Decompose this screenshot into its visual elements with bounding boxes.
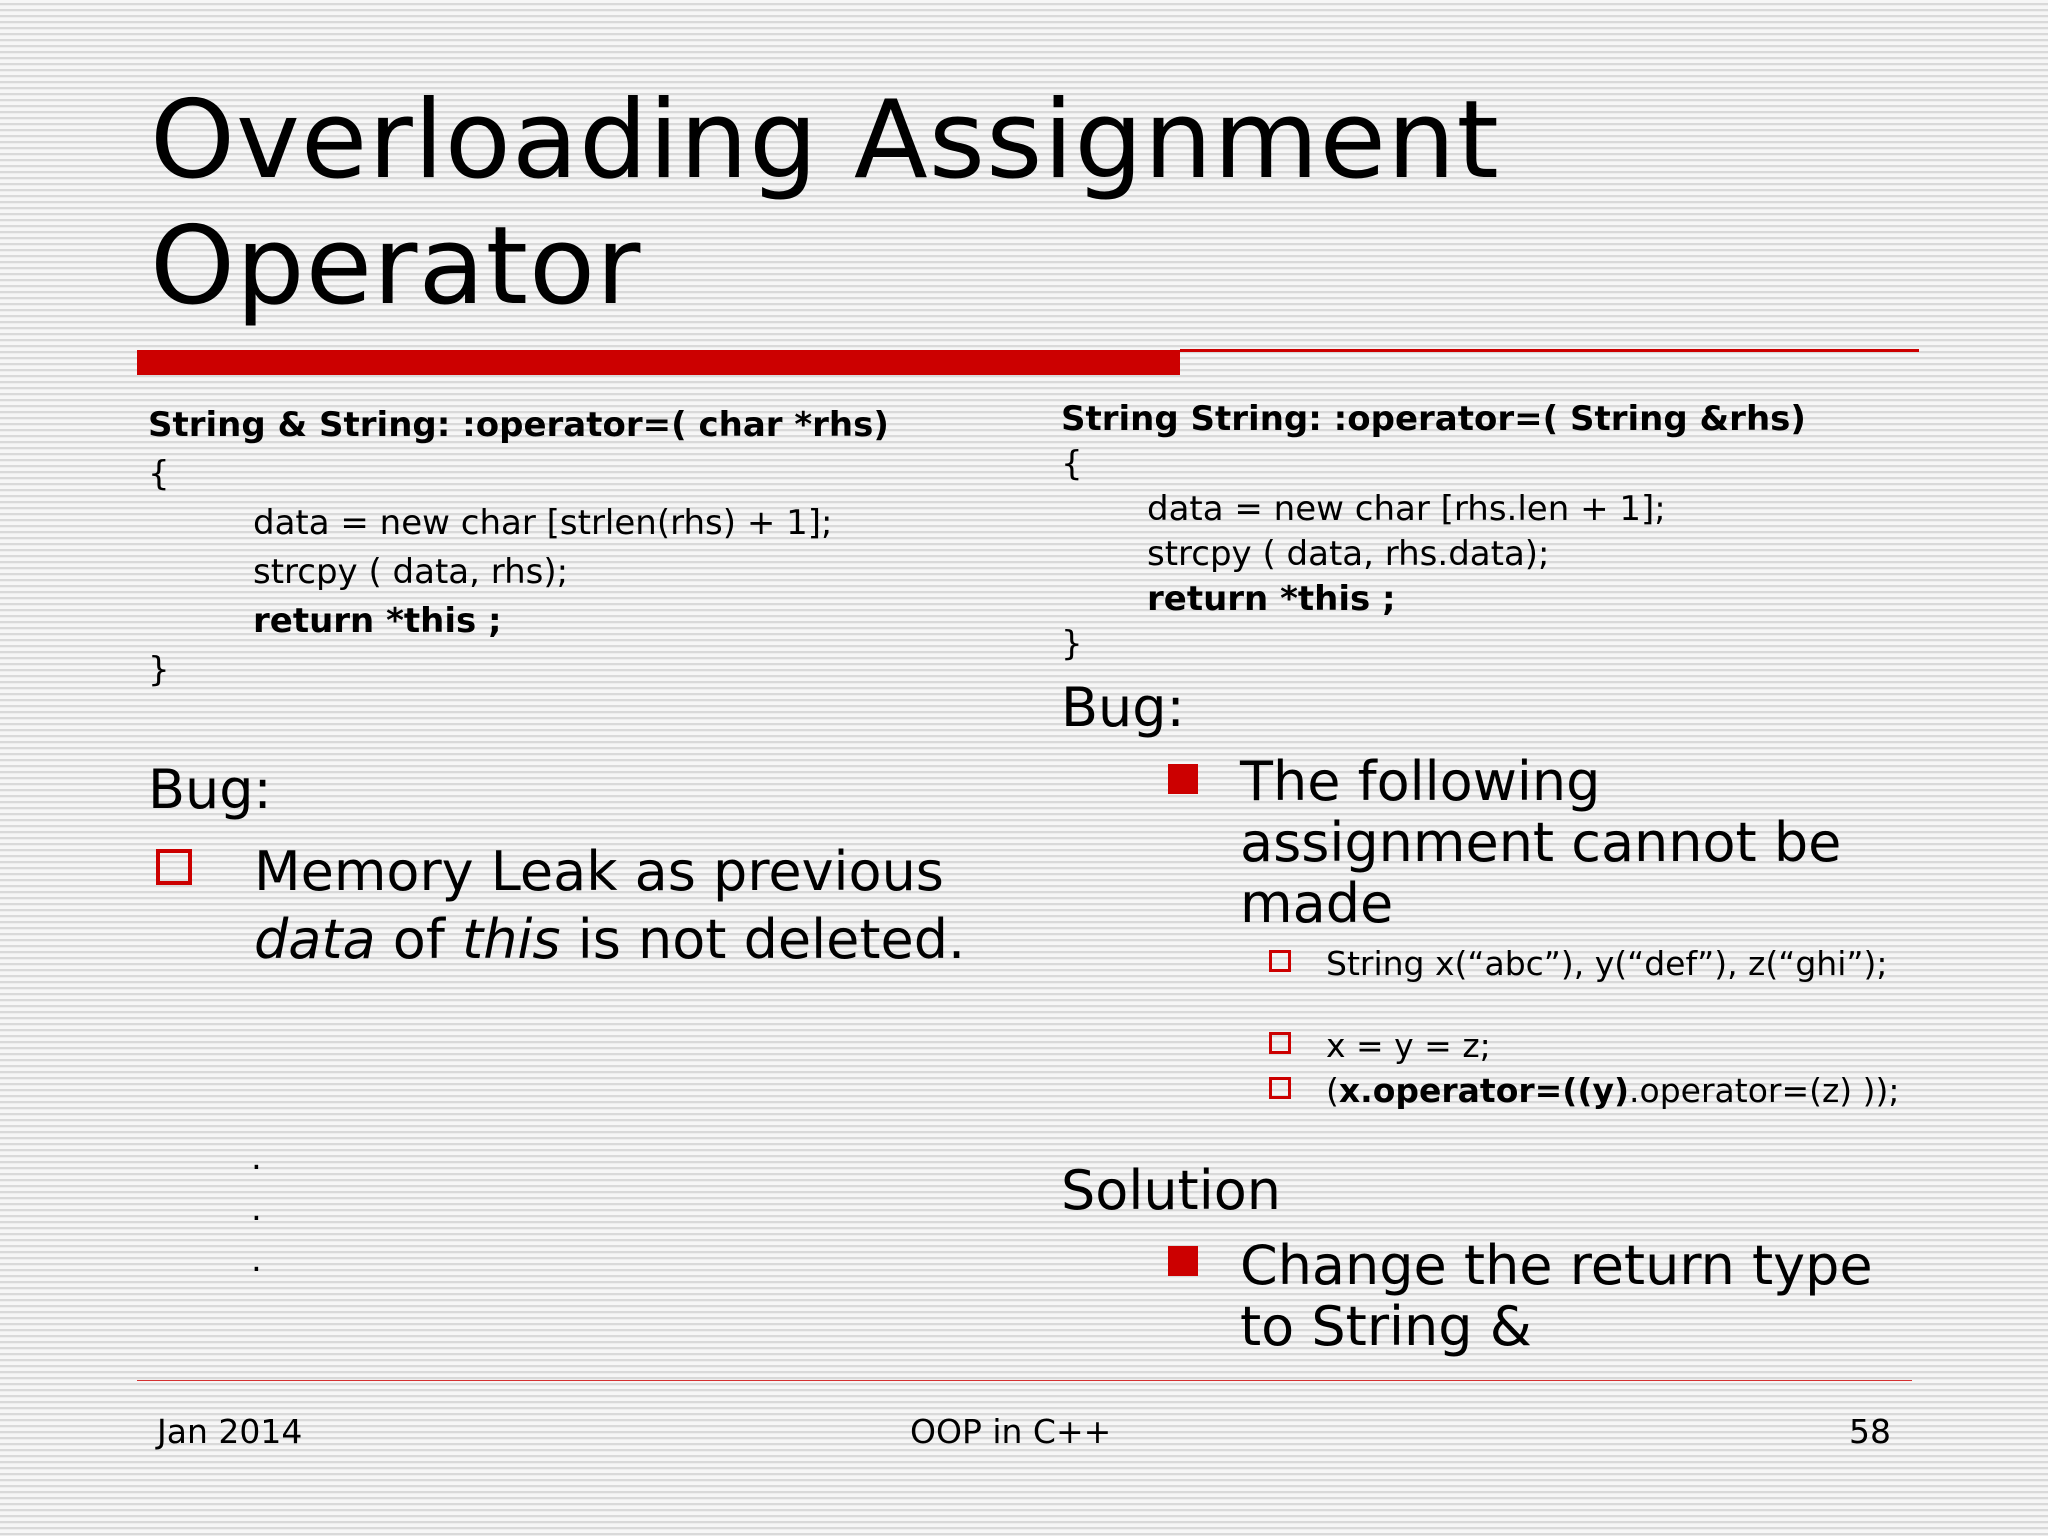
sub-bullet-text-bold: x.operator=((y) <box>1338 1071 1630 1110</box>
solution-heading: Solution <box>1061 1159 1281 1222</box>
right-bug-bullet-text: The following assignment cannot be made <box>1240 750 1842 935</box>
left-code-block <box>148 401 889 695</box>
slide-title <box>150 78 1500 330</box>
footer-course-title: OOP in C++ <box>910 1412 1112 1451</box>
right-code-line: data = new char [rhs.len + 1]; <box>1147 489 1666 529</box>
left-bug-text-italic: data <box>254 908 376 971</box>
left-bug-heading: Bug: <box>148 758 272 821</box>
sub-bullet-text: x = y = z; <box>1326 1026 1491 1065</box>
hollow-square-bullet-icon <box>1269 1032 1291 1054</box>
ellipsis-dot: . <box>251 1189 262 1229</box>
solution-bullet-text: Change the return type to String & <box>1240 1234 1873 1358</box>
title-underline-thick <box>137 350 1180 375</box>
right-code-block <box>1061 397 1806 667</box>
ellipsis-dot: . <box>251 1240 262 1280</box>
sub-bullet-text-part: .operator=(z) )); <box>1629 1071 1900 1110</box>
right-code-return-line: return *this ; <box>1147 579 1396 619</box>
left-bug-text-italic: this <box>462 908 561 971</box>
right-code-line: strcpy ( data, rhs.data); <box>1147 534 1550 574</box>
ellipsis-dot: . <box>251 1138 262 1178</box>
title-underline-thin <box>1180 349 1919 352</box>
right-code-open-brace: { <box>1061 444 1083 484</box>
sub-bullet-text <box>1326 1073 1926 1109</box>
right-code-close-brace: } <box>1061 624 1083 664</box>
sub-bullet-text-part: ( <box>1326 1071 1339 1110</box>
left-code-return-line: return *this ; <box>253 601 502 641</box>
hollow-square-bullet-icon <box>156 849 192 885</box>
left-code-signature: String & String: :operator=( char *rhs) <box>148 405 889 445</box>
left-code-line: data = new char [strlen(rhs) + 1]; <box>253 503 833 543</box>
slide-title-line1: Overloading Assignment <box>150 78 1500 203</box>
right-bug-heading: Bug: <box>1061 676 1185 739</box>
sub-bullet-text: String x(“abc”), y(“def”), z(“ghi”); <box>1326 944 1888 983</box>
footer-page-number: 58 <box>1849 1412 1891 1451</box>
left-bug-text-part: Memory Leak as previous <box>254 840 944 903</box>
slide-title-line2: Operator <box>150 204 642 329</box>
footer-date: Jan 2014 <box>157 1412 303 1451</box>
left-code-close-brace: } <box>148 650 170 690</box>
left-bug-text <box>254 838 1014 974</box>
left-bug-text-part: of <box>375 908 463 971</box>
hollow-square-bullet-icon <box>1269 1077 1291 1099</box>
footer-divider <box>137 1380 1912 1381</box>
right-code-signature: String String: :operator=( String &rhs) <box>1061 399 1806 439</box>
hollow-square-bullet-icon <box>1269 950 1291 972</box>
left-bug-text-part: is not deleted. <box>560 908 966 971</box>
left-code-line: strcpy ( data, rhs); <box>253 552 569 592</box>
filled-square-bullet-icon <box>1168 1246 1198 1276</box>
left-code-open-brace: { <box>148 454 170 494</box>
filled-square-bullet-icon <box>1168 764 1198 794</box>
